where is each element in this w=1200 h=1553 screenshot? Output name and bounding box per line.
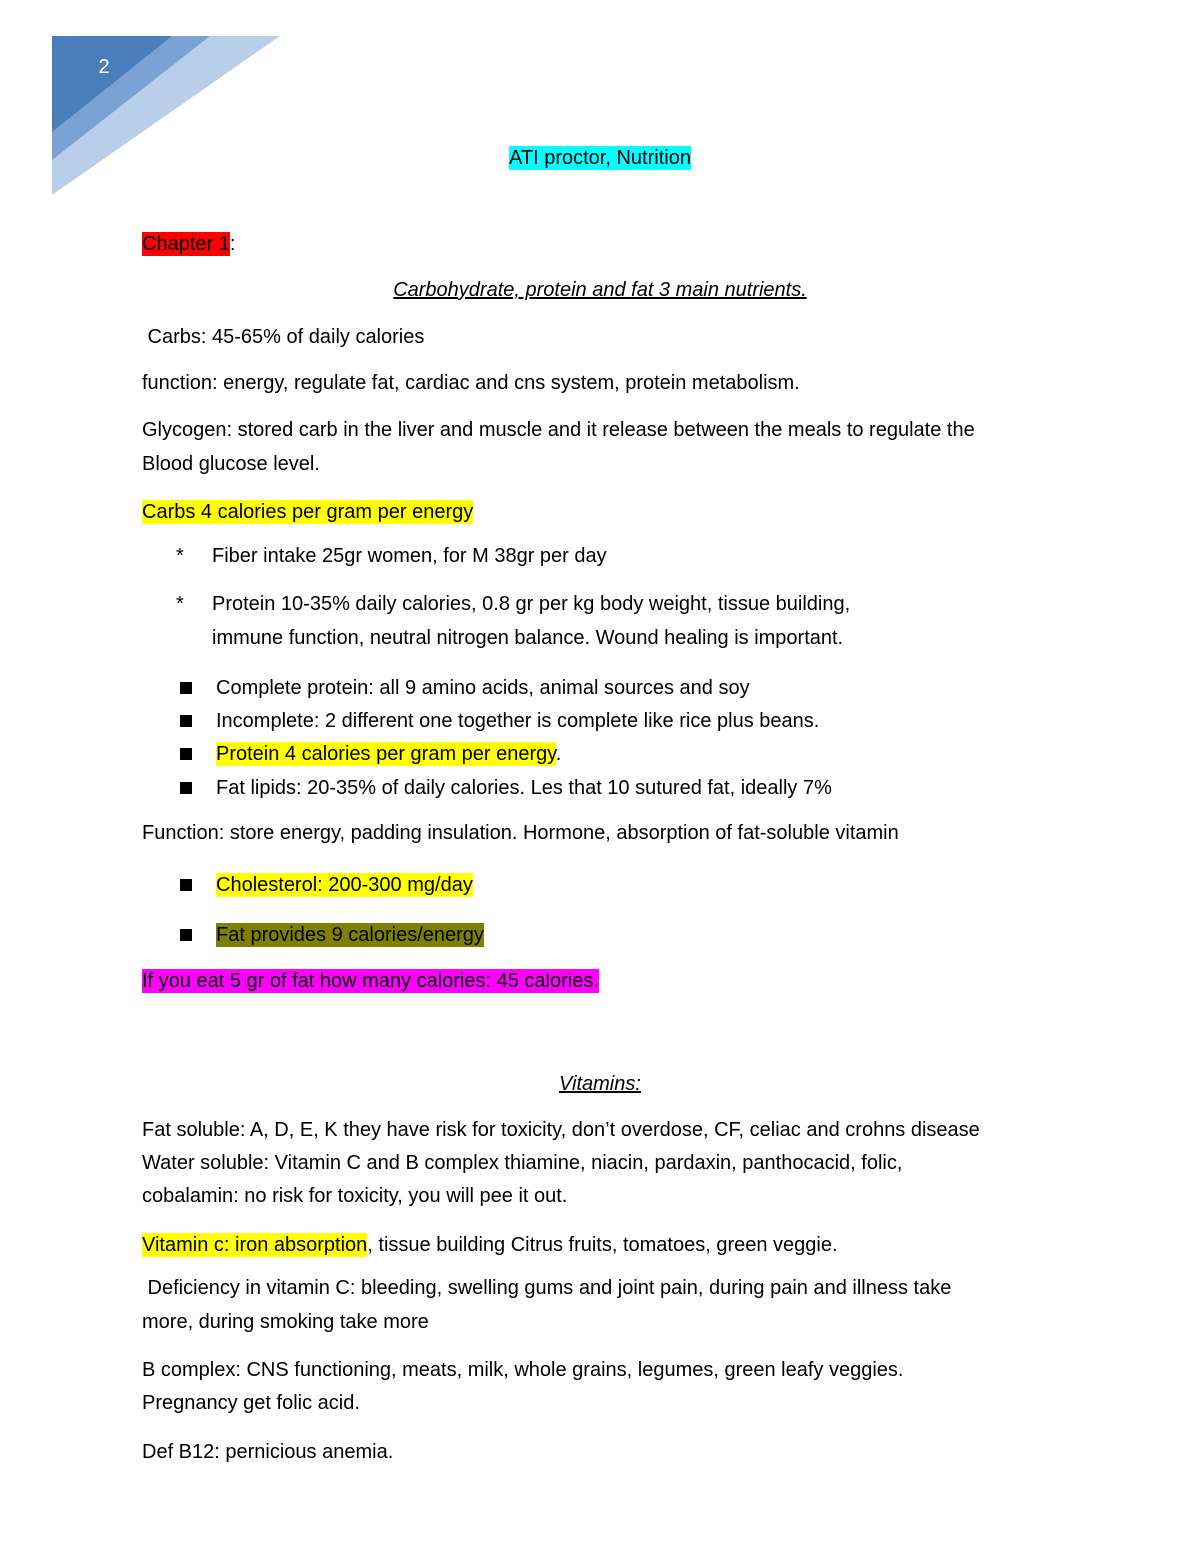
cholesterol-text: Cholesterol: 200-300 mg/day <box>216 874 473 896</box>
fat-question-line <box>142 964 599 998</box>
square-bullet-icon <box>180 879 192 891</box>
vitamin-c-line <box>142 1228 838 1262</box>
chapter-suffix: : <box>229 233 236 255</box>
fat-lipids-text: Fat lipids: 20-35% of daily calories. Les that 10 sutured fat, ideally 7% <box>216 777 832 799</box>
list-item <box>176 918 484 952</box>
square-bullet-icon <box>180 682 192 694</box>
square-bullet-icon <box>180 929 192 941</box>
fat-calories-text: Fat provides 9 calories/energy <box>216 924 484 946</box>
square-bullet-icon <box>180 715 192 727</box>
vitamin-c-rest: , tissue building Citrus fruits, tomatoes, green veggie. <box>367 1234 838 1256</box>
asterisk-bullet-icon: * <box>176 545 184 567</box>
page-corner-decoration <box>0 0 300 210</box>
glycogen-line-2: Blood glucose level. <box>142 453 320 475</box>
protein-text-continued: immune function, neutral nitrogen balance. Wound healing is important. <box>212 627 844 649</box>
b-complex-line-1: B complex: CNS functioning, meats, milk, whole grains, legumes, green leafy veggies. <box>142 1359 904 1381</box>
b-complex-line-2: Pregnancy get folic acid. <box>142 1392 360 1414</box>
square-bullet-icon <box>180 748 192 760</box>
list-item <box>176 587 850 621</box>
document-title: ATI proctor, Nutrition <box>509 147 691 169</box>
list-item <box>176 737 561 771</box>
water-soluble-line-2: cobalamin: no risk for toxicity, you will pee it out. <box>142 1185 568 1207</box>
asterisk-bullet-icon: * <box>176 593 184 615</box>
deficiency-c-line-1: Deficiency in vitamin C: bleeding, swelling gums and joint pain, during pain and illness take <box>142 1277 952 1299</box>
glycogen-line-1: Glycogen: stored carb in the liver and muscle and it release between the meals to regulate the <box>142 419 975 441</box>
deficiency-c-line-2: more, during smoking take more <box>142 1311 429 1333</box>
water-soluble-line-1: Water soluble: Vitamin C and B complex thiamine, niacin, pardaxin, panthocacid, folic, <box>142 1152 903 1174</box>
function-line: function: energy, regulate fat, cardiac and cns system, protein metabolism. <box>142 372 800 394</box>
vitamin-c-highlight: Vitamin c: iron absorption <box>142 1234 368 1256</box>
protein-energy-text: Protein 4 calories per gram per energy <box>216 743 556 765</box>
def-b12-line: Def B12: pernicious anemia. <box>142 1441 394 1463</box>
square-bullet-icon <box>180 782 192 794</box>
vitamins-heading-line <box>0 1067 1200 1101</box>
chapter-subtitle-line <box>0 273 1200 307</box>
list-item <box>176 868 473 902</box>
list-item <box>176 539 607 573</box>
carbs-energy: Carbs 4 calories per gram per energy <box>142 501 474 523</box>
vitamins-heading: Vitamins: <box>559 1073 641 1095</box>
list-item <box>176 704 819 738</box>
carbs-line: Carbs: 45-65% of daily calories <box>142 326 425 348</box>
protein-energy-suffix: . <box>555 743 562 765</box>
carbs-energy-line <box>142 495 473 529</box>
complete-protein-text: Complete protein: all 9 amino acids, animal sources and soy <box>216 677 750 699</box>
document-title-line <box>0 141 1200 175</box>
chapter-label: Chapter 1 <box>142 233 230 255</box>
protein-text: Protein 10-35% daily calories, 0.8 gr per kg body weight, tissue building, <box>212 593 851 615</box>
incomplete-protein-text: Incomplete: 2 different one together is complete like rice plus beans. <box>216 710 820 732</box>
list-item <box>176 671 750 705</box>
page-number: 2 <box>98 56 110 78</box>
list-item <box>176 771 832 805</box>
fat-function-line: Function: store energy, padding insulation. Hormone, absorption of fat-soluble vitamin <box>142 822 899 844</box>
fat-question: If you eat 5 gr of fat how many calories: 45 calories. <box>142 970 599 992</box>
chapter-heading <box>142 227 235 261</box>
chapter-subtitle: Carbohydrate, protein and fat 3 main nutrients. <box>393 279 807 301</box>
fiber-intake-text: Fiber intake 25gr women, for M 38gr per day <box>212 545 607 567</box>
fat-soluble-line: Fat soluble: A, D, E, K they have risk for toxicity, don’t overdose, CF, celiac and crohns disease <box>142 1119 980 1141</box>
